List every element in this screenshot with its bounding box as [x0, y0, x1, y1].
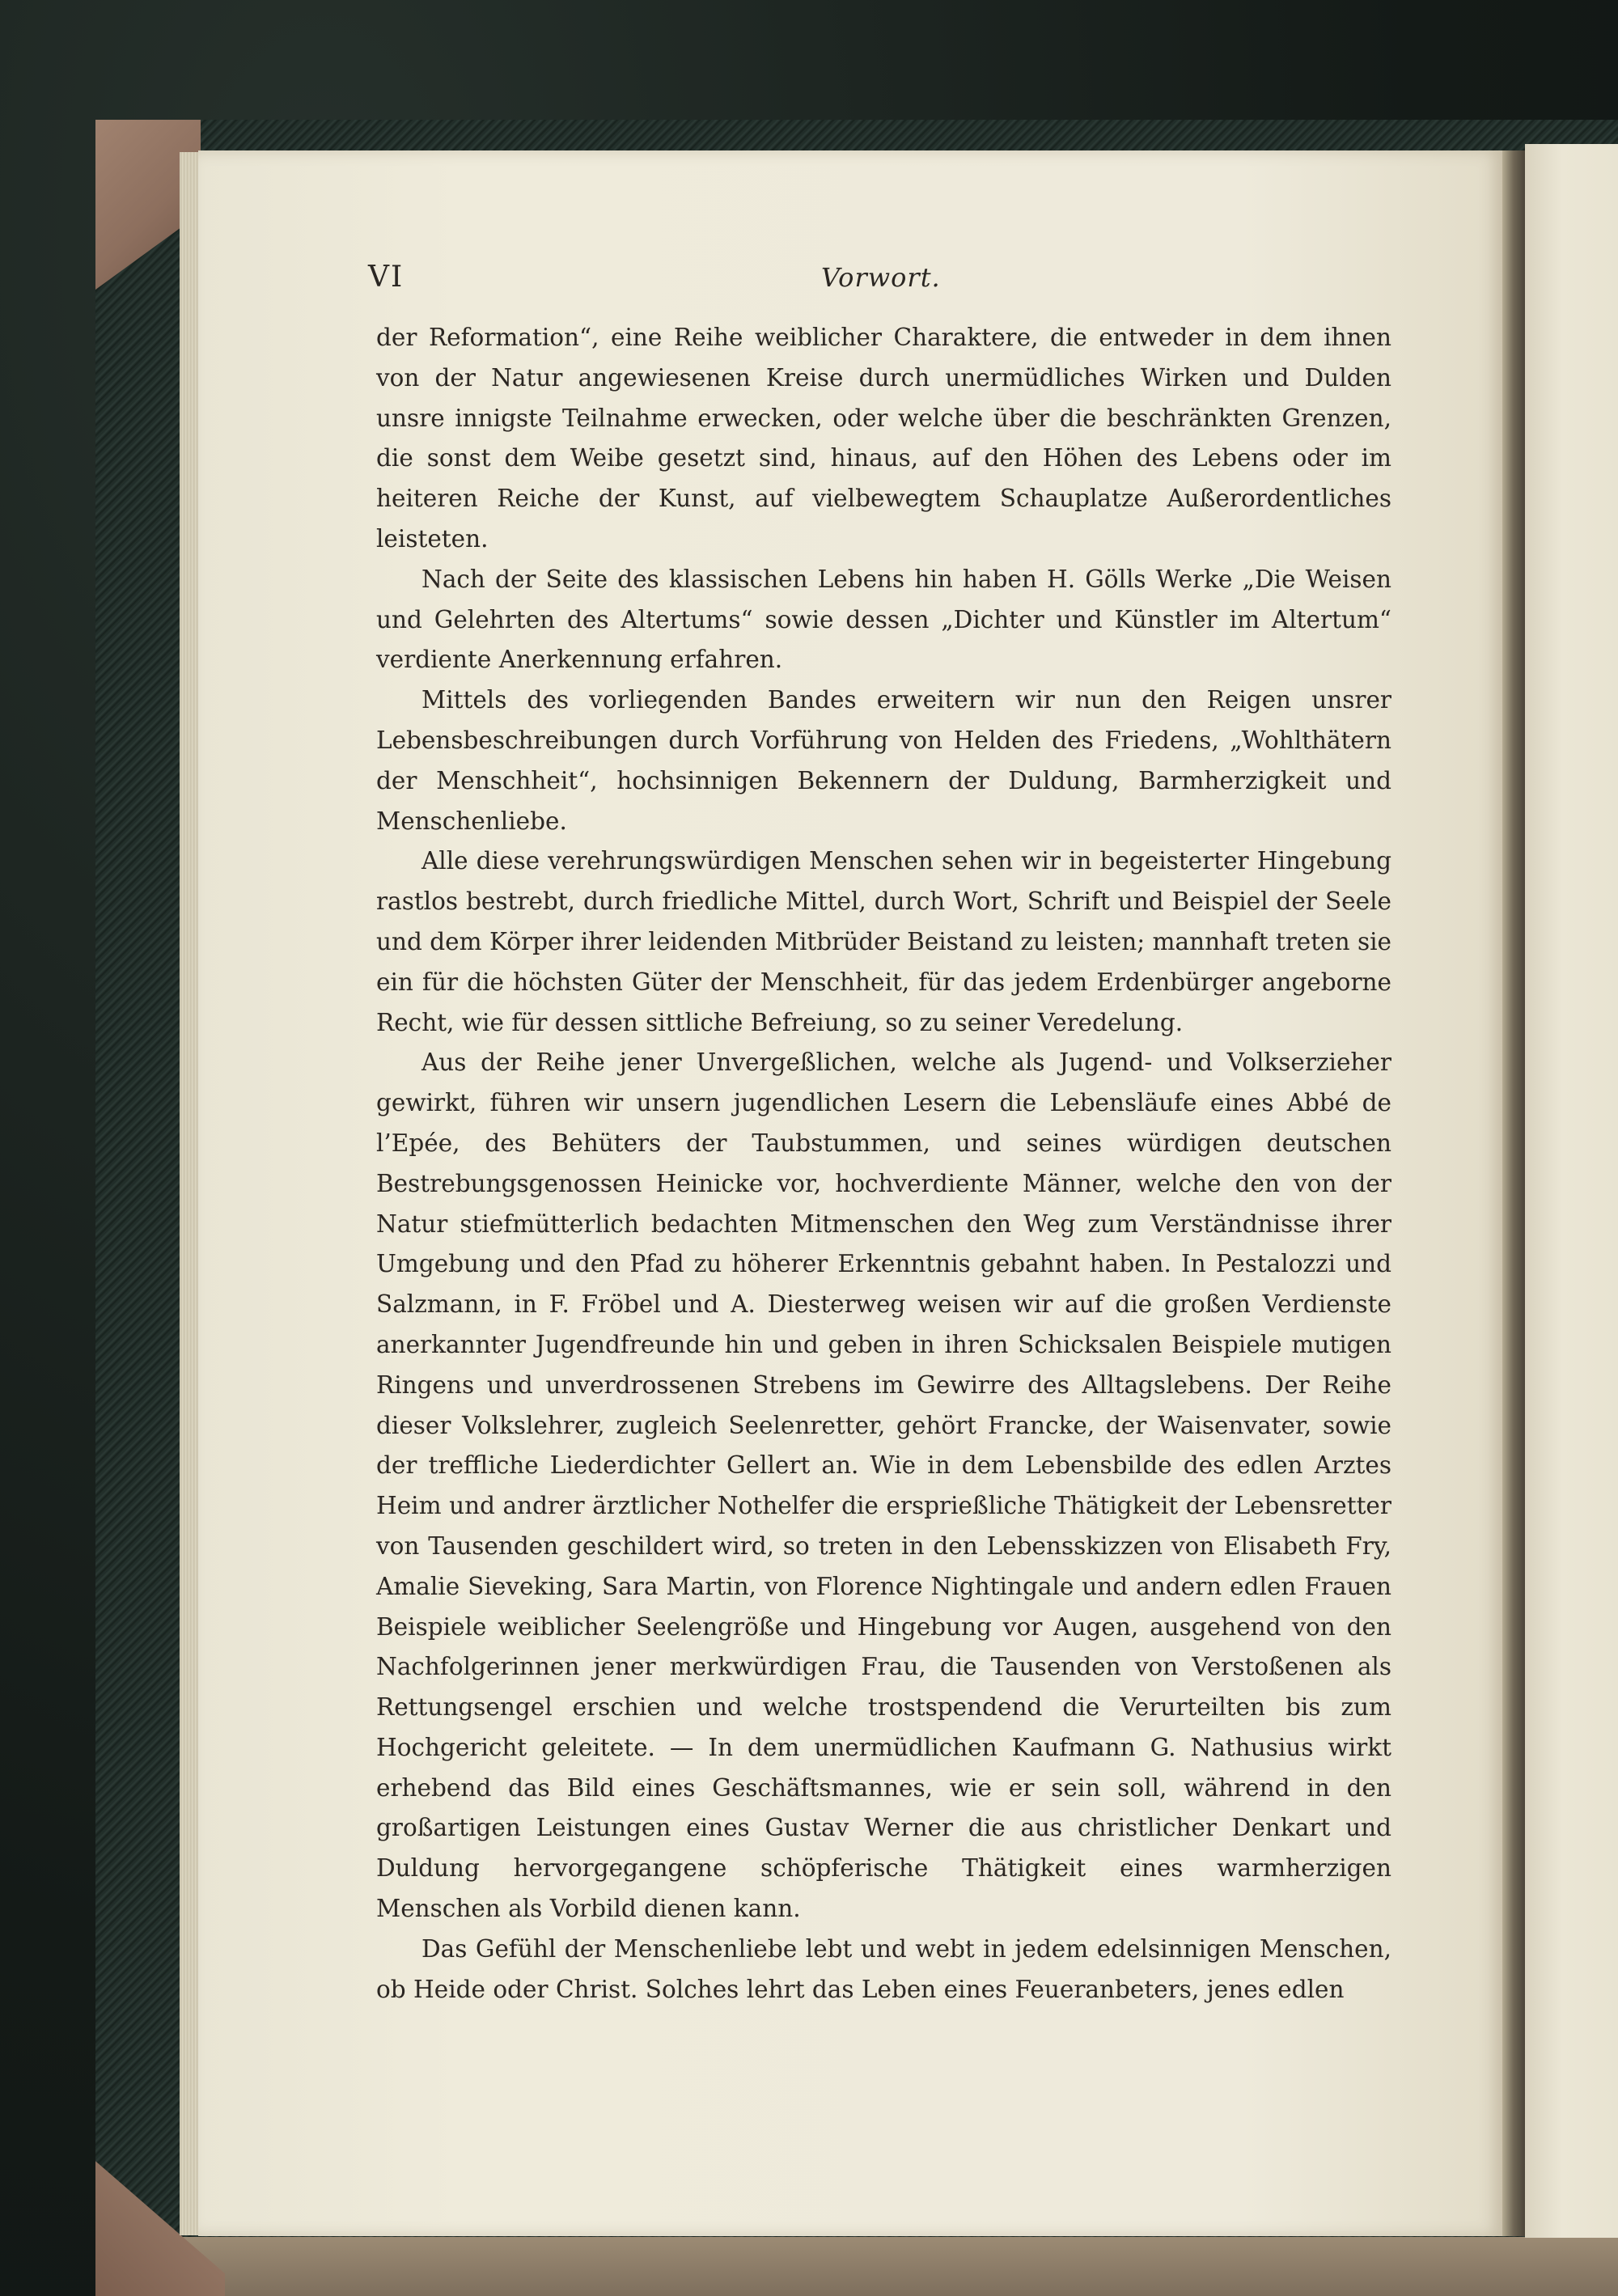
paragraph: Nach der Seite des klassischen Lebens hin haben H. Gölls Werke „Die Weisen und Gelehrten des Altertums“ sowie dessen „Dichter und Künstler im Altertum“ verdiente Anerkennung erfahren.	[376, 565, 1391, 674]
paragraph: Das Gefühl der Menschenliebe lebt und webt in jedem edelsinnigen Menschen, ob Heide oder Christ. Solches lehrt das Leben eines Feueranbeters, jenes edlen	[376, 1934, 1391, 2003]
page-heading: Vorwort.	[821, 262, 941, 293]
paragraph: Aus der Reihe jener Unvergeßlichen, welche als Jugend- und Volkserzieher gewirkt, führen wir unsern jugendlichen Lesern die Lebensläufe eines Abbé de l’Epée, des Behüters der Taubstummen, und seines würdigen deutschen Bestrebungsgenossen Heinicke vor, hochverdiente Männer, welche den von der Natur stiefmütterlich bedachten Mitmenschen den Weg zum Verständnisse ihrer Umgebung und den Pfad zu höherer Erkenntnis gebahnt haben. In Pestalozzi und Salzmann, in F. Fröbel und A. Diesterweg weisen wir auf die großen Verdienste anerkannter Jugendfreunde hin und geben in ihren Schicksalen Beispiele mutigen Ringens und unverdrossenen Strebens im Gewirre des Alltagslebens. Der Reihe dieser Volkslehrer, zugleich Seelenretter, gehört Francke, der Waisenvater, sowie der treffliche Liederdichter Gellert an. Wie in dem Lebensbilde des edlen Arztes Heim und andrer ärztlicher Nothelfer die ersprießliche Thätigkeit der Lebensretter von Tausenden geschildert wird, so treten in den Lebensskizzen von Elisabeth Fry, Amalie Sieveking, Sara Martin, von Florence Nightingale und andern edlen Frauen Beispiele weiblicher Seelengröße und Hingebung vor Augen, ausgehend von den Nachfolgerinnen jener merkwürdigen Frau, die Tausenden von Verstoßenen als Rettungsengel erschien und welche trostspendend die Verurteilten bis zum Hochgericht geleitete. — In dem unermüdlichen Kaufmann G. Nathusius wirkt erhebend das Bild eines Geschäftsmannes, wie er sein soll, während in den großartigen Leistungen eines Gustav Werner die aus christlicher Denkart und Duldung hervorgegangene schöpferische Thätigkeit eines warmherzigen Menschen als Vorbild dienen kann.	[376, 1048, 1391, 1923]
paragraph-continuation: der Reformation“, eine Reihe weiblicher Charaktere, die entweder in dem ihnen von der Natur angewiesenen Kreise durch unermüdliches Wirken und Dulden unsre innigste Teilnahme erwecken, oder welche über die beschränkten Grenzen, die sonst dem Weibe gesetzt sind, hinaus, auf den Höhen des Lebens oder im heiteren Reiche der Kunst, auf vielbewegtem Schauplatze Außerordentliches leisteten.	[376, 324, 1391, 553]
running-head	[368, 261, 1396, 306]
paragraph: Mittels des vorliegenden Bandes erweitern wir nun den Reigen unsrer Lebensbeschreibungen durch Vorführung von Helden des Friedens, „Wohlthätern der Menschheit“, hochsinnigen Bekennern der Duldung, Barmherzigkeit und Menschenliebe.	[376, 686, 1391, 835]
facing-page	[1525, 144, 1618, 2238]
paragraph: Alle diese verehrungswürdigen Menschen sehen wir in begeisterter Hingebung rastlos bestrebt, durch friedliche Mittel, durch Wort, Schrift und Beispiel der Seele und dem Körper ihrer leidenden Mitbrüder Beistand zu leisten; mannhaft treten sie ein für die höchsten Güter der Menschheit, für das jedem Erdenbürger angeborne Recht, wie für dessen sittliche Befreiung, so zu seiner Veredelung.	[376, 847, 1391, 1036]
cover-bottom-edge	[121, 2237, 1618, 2296]
page-number: VI	[368, 261, 404, 294]
book-gutter	[1502, 150, 1525, 2236]
body-text	[376, 318, 1391, 2010]
